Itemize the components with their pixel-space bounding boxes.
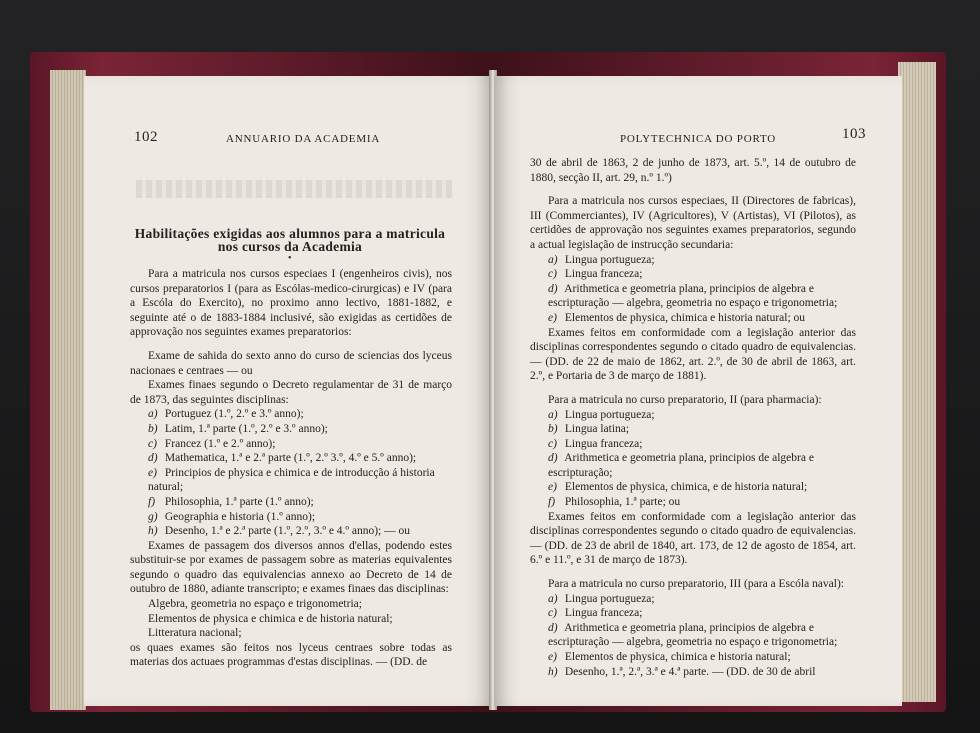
list-item: h) Desenho, 1.ª e 2.ª parte (1.º, 2.º, 3.º e 4.º anno); — ou [148, 525, 410, 538]
paragraph: Exames de passagem dos diversos annos d'ellas, podendo estes substituir-se por exames de passagem sobre as materias equivalentes segundo o quadro das equivalencias annexo ao Decreto de 14 de outubro de 1880, adiante transcripto; e exames finaes das disciplinas: [130, 539, 452, 596]
discipline-list [530, 592, 856, 680]
list-item: c) Lingua franceza; [548, 437, 643, 450]
list-item: c) Francez (1.º e 2.º anno); [148, 437, 276, 450]
discipline-list [530, 253, 856, 326]
paragraph: Para a matricula no curso preparatorio, II (para pharmacia): [548, 393, 822, 406]
paragraph: Exame de sahida do sexto anno do curso de sciencias dos lyceus nacionaes e centraes — ou [130, 349, 452, 377]
final-exam-list [130, 597, 452, 641]
list-item: e) Elementos de physica, chimica, e de historia natural; [548, 481, 808, 494]
left-running-head [134, 130, 456, 145]
list-item: a) Lingua portugueza; [548, 253, 655, 266]
paragraph: Exames feitos em conformidade com a legislação anterior das disciplinas correspondentes segundo o citado quadro de equivalencias. — (DD. de 22 de maio de 1862, art. 2.º, de 30 de abril de 1863, art. 2.º, e Portaria de 3 de março de 1881). [530, 326, 856, 383]
left-page [84, 76, 492, 706]
paragraph: Para a matricula nos cursos especiaes, II (Directores de fabricas), III (Commerciantes), IV (Agricultores), V (Artistas), VI (Pilotos), as certidões de approvação nos seguintes exames preparatorios, segundo a actual legislação de instrucção secundaria: [530, 195, 856, 251]
list-item: d) Mathematica, 1.ª e 2.ª parte (1.º, 2.º 3.º, 4.º e 5.º anno); [148, 452, 417, 465]
paragraph: Para a matricula nos cursos especiaes I (engenheiros civis), nos cursos preparatorios I (para as Escólas-medico-cirurgicas) e IV (para a Escóla do Exercito), no proximo anno lectivo, 1881-1882, e seguinte até o de 1883-1884 inclusivé, são exigidas as certidões de approvação nos seguintes exames preparatorios: [130, 268, 452, 339]
paragraph: os quaes exames são feitos nos lyceus centraes sobre todas as materias dos actuaes programmas d'estas disciplinas. — (DD. de [130, 641, 452, 669]
list-item: Elementos de physica e chimica e de historia natural; [148, 612, 393, 625]
paragraph: 30 de abril de 1863, 2 de junho de 1873, art. 5.º, 14 de outubro de 1880, secção II, art. 29, n.º 1.º) [530, 157, 856, 184]
right-page [494, 76, 902, 706]
paragraph: Exames feitos em conformidade com a legislação anterior das disciplinas correspondentes segundo o citado quadro de equivalencias. — (DD. de 23 de abril de 1840, art. 173, de 12 de agosto de 1854, art. 6.º e 11.º, e 31 de março de 1873). [530, 510, 856, 567]
list-item: b) Latim, 1.ª parte (1.º, 2.º e 3.º anno); [148, 422, 328, 435]
faded-bleedthrough [136, 180, 452, 198]
list-item: h) Desenho, 1.ª, 2.ª, 3.ª e 4.ª parte. — (DD. de 30 de abril [548, 665, 816, 678]
list-item: a) Portuguez (1.º, 2.º e 3.º anno); [148, 408, 304, 421]
list-item: c) Lingua franceza; [548, 607, 643, 620]
discipline-list [530, 408, 856, 510]
list-item: e) Elementos de physica, chimica e historia natural; ou [548, 311, 806, 324]
heading-mark: • [288, 253, 292, 264]
page-edges-left [50, 70, 86, 710]
list-item: a) Lingua portugueza; [548, 408, 655, 421]
list-item: Litteratura nacional; [148, 627, 242, 640]
paragraph: Para a matricula no curso preparatorio, III (para a Escóla naval): [548, 578, 844, 591]
list-item: d) Arithmetica e geometria plana, principios de algebra e escripturação — algebra, geometria no espaço e trigonometria; [548, 282, 838, 310]
list-item: f) Philosophia, 1.ª parte (1.º anno); [148, 495, 314, 508]
list-item: Algebra, geometria no espaço e trigonometria; [148, 598, 362, 611]
discipline-list [130, 407, 452, 538]
list-item: e) Principios de physica e chimica e de introducção á historia natural; [148, 466, 435, 494]
list-item: c) Lingua franceza; [548, 268, 643, 281]
list-item: g) Geographia e historia (1.º anno); [148, 510, 316, 523]
left-text [130, 267, 452, 670]
section-heading: Habilitações exigidas aos alumnos para a matricula nos cursos da Academia [134, 226, 446, 254]
left-page-number: 102 [134, 129, 158, 145]
page-edges-right [898, 62, 936, 702]
paragraph: Exames finaes segundo o Decreto regulamentar de 31 de março de 1873, das seguintes disciplinas: [130, 379, 452, 406]
list-item: d) Arithmetica e geometria plana, principios de algebra e escripturação — algebra, geometria no espaço e trigonometria; [548, 621, 838, 649]
list-item: a) Lingua portugueza; [548, 592, 655, 605]
list-item: b) Lingua latina; [548, 423, 630, 436]
right-page-number: 103 [842, 126, 866, 142]
right-running-title: POLYTECHNICA DO PORTO [620, 133, 777, 145]
left-running-title: ANNUARIO DA ACADEMIA [226, 133, 381, 145]
list-item: e) Elementos de physica, chimica e historia natural; [548, 651, 791, 663]
right-text [530, 156, 856, 679]
list-item: d) Arithmetica e geometria plana, principios de algebra e escripturação; [548, 452, 814, 479]
list-item: f) Philosophia, 1.ª parte; ou [548, 496, 681, 509]
